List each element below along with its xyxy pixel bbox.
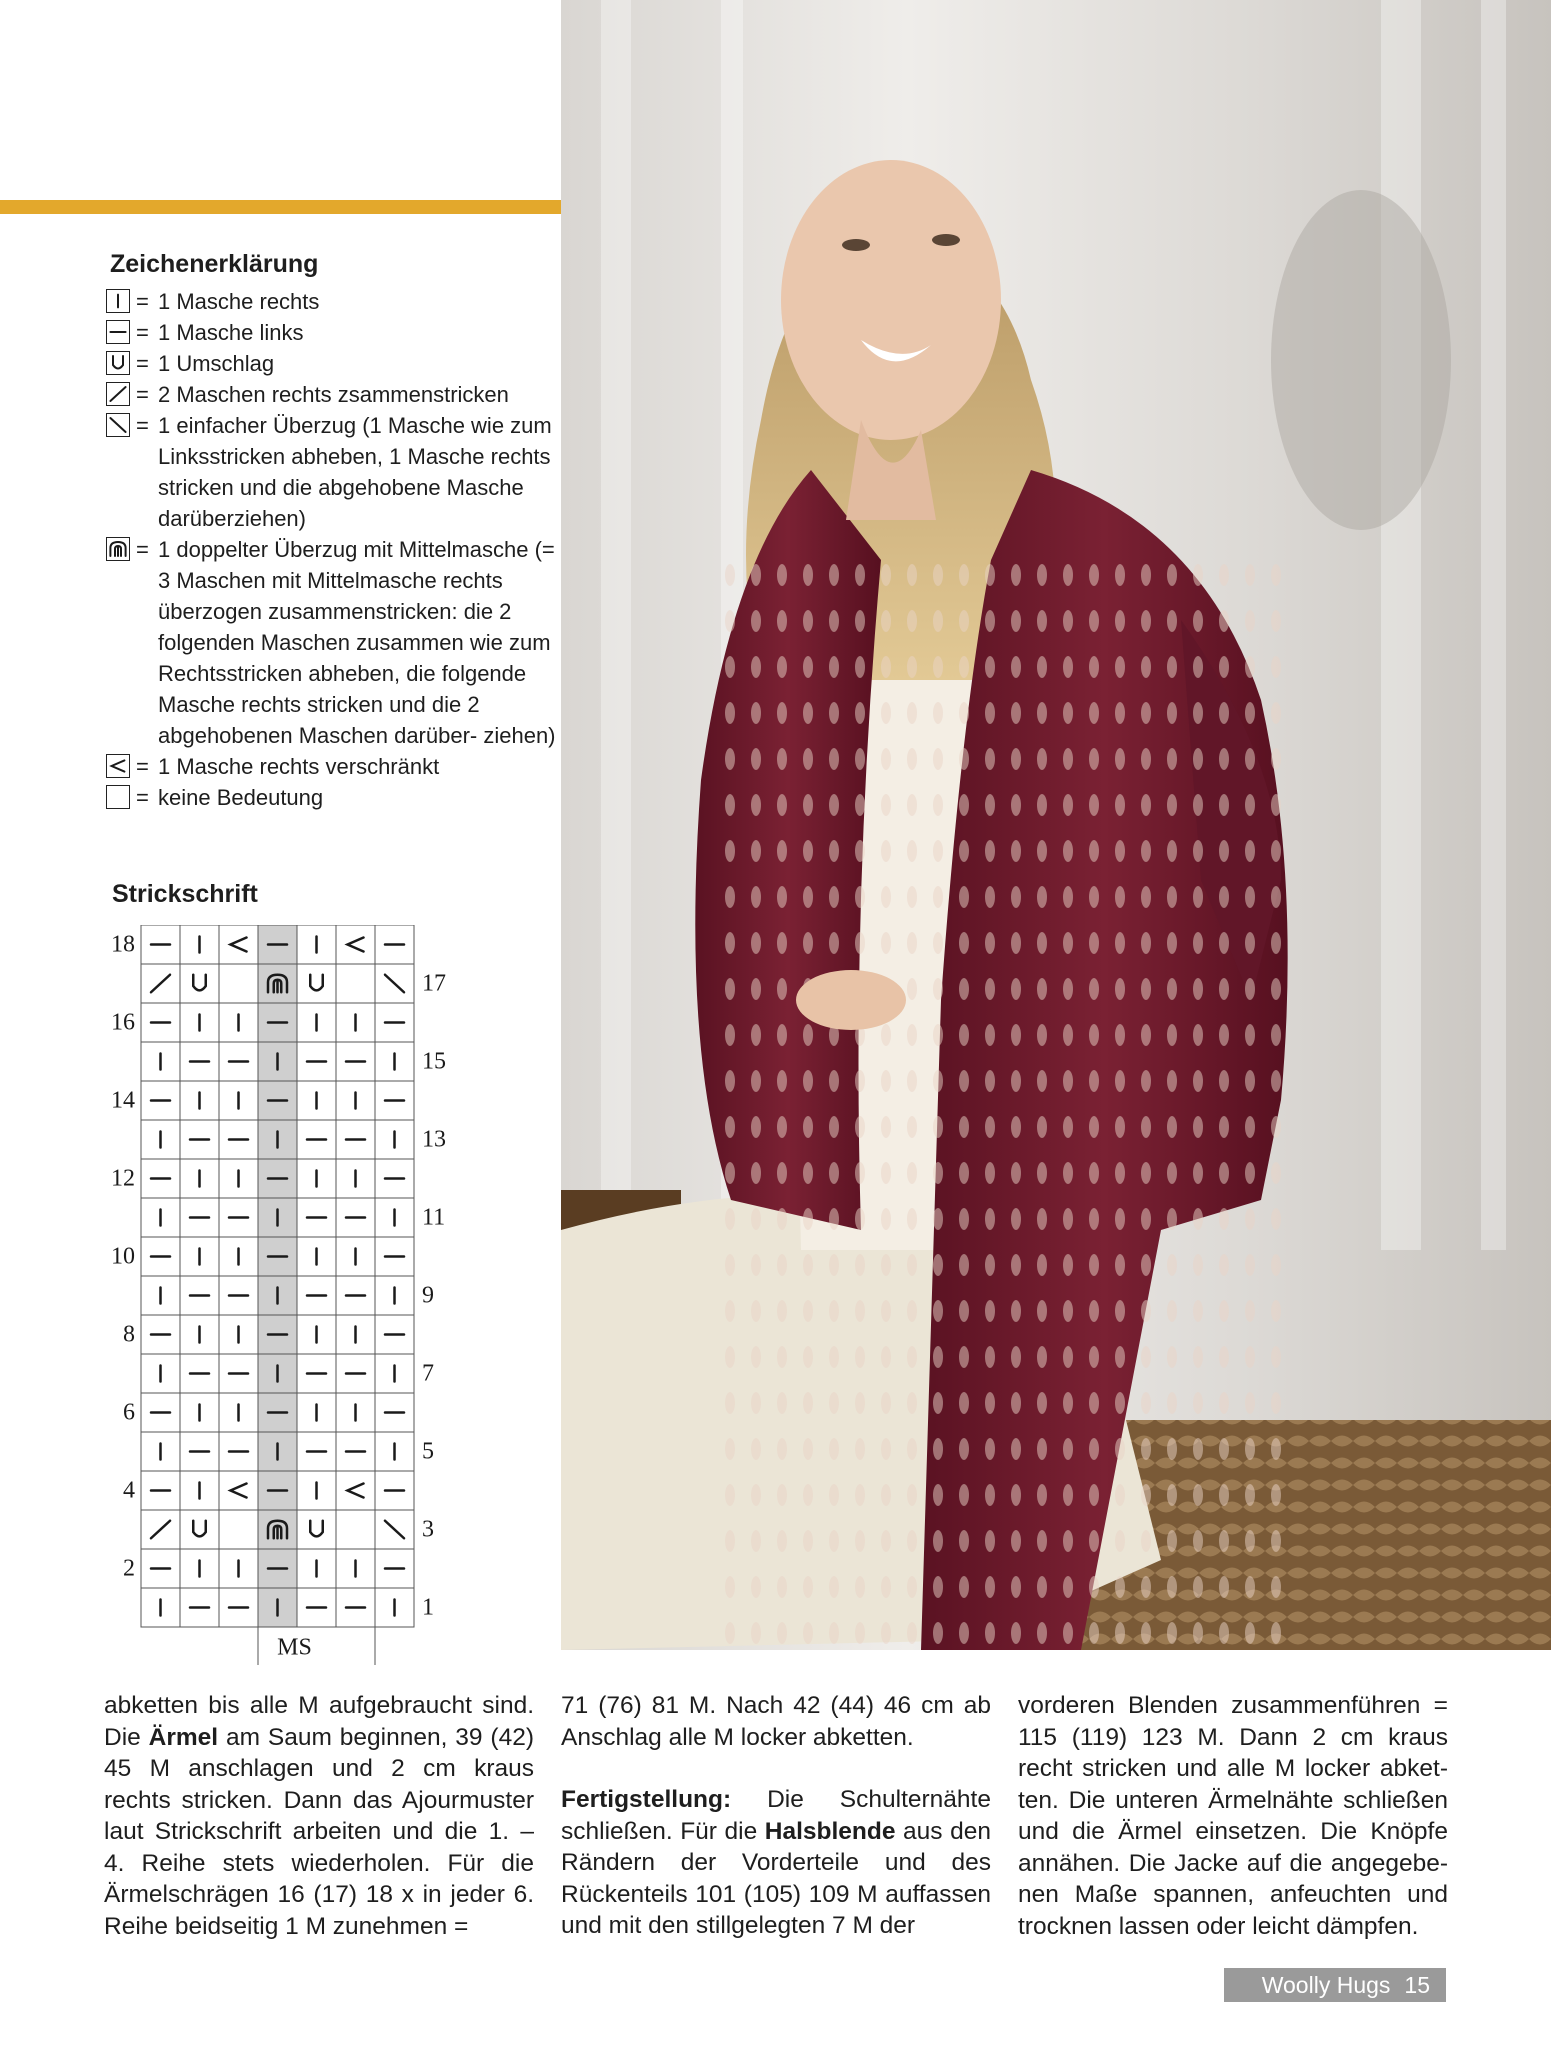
row-number: 2 [123, 1555, 135, 1582]
stitch-ssk [385, 1521, 404, 1539]
legend-equals: = [136, 289, 149, 314]
legend-item [106, 348, 556, 379]
ssk-icon [106, 413, 130, 437]
purl-stitch-icon [106, 320, 130, 344]
row-number: 9 [422, 1282, 434, 1309]
legend-description: 1 einfacher Überzug (1 Masche wie zum Linksstricken abheben, 1 Masche rechts stricken und die abgehobene Masche darüberziehen) [158, 413, 552, 531]
yarn-over-icon [106, 351, 130, 375]
row-number: 16 [111, 1009, 135, 1036]
body-column-1 [104, 1690, 534, 1942]
stitch-yarn-over [193, 975, 206, 991]
chart-cell [336, 964, 375, 1003]
double-decrease-icon [106, 537, 130, 561]
col2-text-a: 71 (76) 81 M. Nach 42 (44) 46 cm ab Anschlag alle M locker abketten. [561, 1692, 991, 1751]
row-number: 7 [422, 1360, 434, 1387]
row-number: 1 [422, 1594, 434, 1621]
legend-equals: = [136, 754, 149, 779]
legend-item [106, 410, 556, 534]
chart-cell [219, 925, 258, 964]
row-number: 3 [422, 1516, 434, 1543]
legend-equals: = [136, 785, 149, 810]
legend-equals: = [136, 320, 149, 345]
stitch-twisted-knit [231, 1484, 247, 1498]
legend-description: 1 doppelter Überzug mit Mittelmasche (= 3 Maschen mit Mittelmasche rechts überzogen zusammenstricken: die 2 folgenden Maschen zusammen wie zum Rechtsstricken abheben, die folgende Masche rechts stricken und die 2 abgehobenen Maschen darüber- ziehen) [158, 537, 556, 748]
chart-cell [297, 964, 336, 1003]
stitch-k2tog [151, 1521, 170, 1539]
legend-equals: = [136, 537, 149, 562]
chart-cell [336, 925, 375, 964]
row-number: 6 [123, 1399, 135, 1426]
row-number: 14 [111, 1087, 135, 1114]
knitting-chart [96, 925, 476, 1665]
knit-stitch-icon [106, 289, 130, 313]
sleeve-heading: Ärmel [148, 1723, 219, 1751]
chart-cell [180, 1510, 219, 1549]
legend-equals: = [136, 413, 149, 438]
body-column-2 [561, 1690, 991, 1942]
stitch-twisted-knit [348, 1484, 364, 1498]
chart-cell [336, 1510, 375, 1549]
row-number: 5 [422, 1438, 434, 1465]
stitch-yarn-over [310, 1521, 323, 1537]
stitch-k2tog [151, 975, 170, 993]
row-number: 18 [111, 931, 135, 958]
col2-text-e: aus den Rändern der Vorderteile und des Rückenteils 101 (105) 109 M auffassen und mit den stillgelegten 7 M der [561, 1817, 991, 1939]
legend [106, 286, 556, 813]
row-number: 11 [422, 1204, 446, 1231]
chart-cell [219, 1471, 258, 1510]
chart-cell [219, 964, 258, 1003]
row-number: 8 [123, 1321, 135, 1348]
center-stitch-label: MS [277, 1634, 312, 1661]
twisted-knit-icon [106, 754, 130, 778]
legend-item [106, 286, 556, 317]
row-number: 12 [111, 1165, 135, 1192]
legend-title: Zeichenerklärung [110, 250, 319, 278]
accent-bar [0, 200, 561, 214]
row-number: 4 [123, 1477, 135, 1504]
chart-cell [297, 1510, 336, 1549]
legend-description: 1 Umschlag [158, 351, 275, 376]
legend-description: keine Bedeutung [158, 785, 324, 810]
row-number: 17 [422, 970, 446, 997]
legend-item [106, 317, 556, 348]
page-number: 15 [1404, 1971, 1430, 1998]
legend-description: 2 Maschen rechts zsammenstricken [158, 382, 509, 407]
legend-item [106, 379, 556, 410]
legend-equals: = [136, 382, 149, 407]
finishing-heading: Fertigstellung: [561, 1786, 732, 1813]
chart-cell [336, 1471, 375, 1510]
chart-cell [180, 964, 219, 1003]
row-number: 13 [422, 1126, 446, 1153]
model-photo [561, 0, 1551, 1650]
legend-description: 1 Masche rechts [158, 289, 320, 314]
magazine-name: Woolly Hugs [1261, 1971, 1391, 1998]
legend-equals: = [136, 351, 149, 376]
legend-description: 1 Masche rechts verschränkt [158, 754, 440, 779]
col3-text: vorderen Blenden zusammenführen = 115 (119) 123 M. Dann 2 cm kraus recht stricken und alle M locker abketten. Die unteren Ärmelnähte schließen und die Ärmel einsetzen. Die Knöpfe annähen. Die Jacke auf die angegebenen Maße spannen, anfeuchten und trocknen lassen oder leicht dämpfen. [1018, 1692, 1448, 1940]
knitting-chart-svg [96, 925, 476, 1665]
chart-title: Strickschrift [112, 880, 258, 908]
no-stitch-icon [106, 785, 130, 809]
page-footer [1224, 1968, 1446, 2002]
center-stitch-cell [258, 1627, 375, 1665]
legend-description: 1 Masche links [158, 320, 304, 345]
body-column-3 [1018, 1690, 1448, 1942]
stitch-yarn-over [310, 975, 323, 991]
col2-text-c: Die Schulternähte schließen. Für die [561, 1786, 991, 1845]
legend-item [106, 782, 556, 813]
stitch-ssk [385, 975, 404, 993]
row-number: 10 [111, 1243, 135, 1270]
stitch-twisted-knit [231, 938, 247, 952]
chart-cell [219, 1510, 258, 1549]
col1-text-c: am Saum beginnen, 39 (42) 45 M anschlagen und 2 cm kraus rechts stricken. Dann das Ajourmuster laut Strickschrift arbeiten und die 1. – 4. Reihe stets wiederholen. Für die Ärmelschrägen 16 (17) 18 x in jeder 6. Reihe beidseitig 1 M zunehmen = [104, 1723, 534, 1940]
stitch-yarn-over [193, 1521, 206, 1537]
stitch-twisted-knit [348, 938, 364, 952]
legend-item [106, 534, 556, 751]
legend-item [106, 751, 556, 782]
neckband-heading: Halsblende [764, 1817, 896, 1845]
k2tog-icon [106, 382, 130, 406]
col1-text-a: abketten bis alle M aufgebraucht sind. Die [104, 1692, 534, 1751]
row-number: 15 [422, 1048, 446, 1075]
